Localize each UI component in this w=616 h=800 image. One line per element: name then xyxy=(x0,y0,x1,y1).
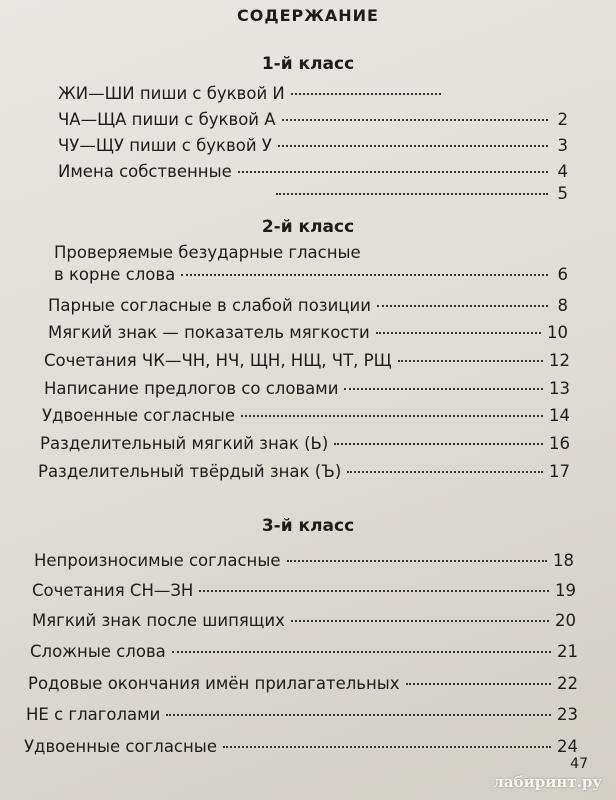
dot-leader xyxy=(287,560,548,562)
toc-entry-title: Написание предлогов со словами xyxy=(44,379,339,398)
section-heading-grade-3: 3-й класс xyxy=(261,516,355,536)
dot-leader xyxy=(398,360,543,362)
toc-entry xyxy=(54,242,568,286)
toc-entry-title: Имена собственные xyxy=(58,162,232,181)
dot-leader xyxy=(344,388,543,390)
dot-leader xyxy=(199,590,549,592)
page-title: СОДЕРЖАНИЕ xyxy=(237,6,379,25)
toc-entry-page: 6 xyxy=(557,265,568,284)
toc-entry-title-line-1: Проверяемые безударные гласные xyxy=(54,243,361,262)
toc-entry xyxy=(58,135,568,157)
toc-entry-page: 10 xyxy=(547,323,568,342)
dot-leader xyxy=(376,332,541,334)
toc-entry xyxy=(58,161,568,183)
dot-leader xyxy=(172,651,551,653)
toc-entry-page: 12 xyxy=(549,351,570,370)
dot-leader xyxy=(238,171,548,173)
dot-leader xyxy=(223,746,551,748)
toc-entry-title: ЧА—ЩА пиши с буквой А xyxy=(58,110,276,129)
toc-entry xyxy=(48,322,568,344)
toc-entry-title: Непроизносимые согласные xyxy=(34,551,281,570)
toc-entry xyxy=(32,580,576,602)
toc-entry-page: 8 xyxy=(557,296,568,315)
toc-entry-title: Удвоенные согласные xyxy=(42,406,235,425)
toc-entry-page: 23 xyxy=(557,705,578,724)
toc-entry-page: 24 xyxy=(557,737,578,756)
toc-entry-page: 19 xyxy=(555,581,576,600)
toc-entry-title: Мягкий знак после шипящих xyxy=(32,611,285,630)
toc-entry-title: Сочетания ЧК—ЧН, НЧ, ЩН, НЩ, ЧТ, РЩ xyxy=(44,351,392,370)
toc-entry-title: Сочетания СН—ЗН xyxy=(32,581,194,600)
toc-entry-title: Удвоенные согласные xyxy=(24,737,217,756)
dot-leader xyxy=(377,305,548,307)
dot-leader xyxy=(406,683,551,685)
toc-entry-title: Сложные слова xyxy=(30,642,166,661)
toc-entry-title: ЧУ—ЩУ пиши с буквой У xyxy=(58,136,272,155)
toc-entry-title: ЖИ—ШИ пиши с буквой И xyxy=(58,84,285,103)
toc-entry-page: 2 xyxy=(557,110,568,129)
toc-entry-title: НЕ с глаголами xyxy=(26,705,161,724)
toc-entry-page: 13 xyxy=(549,379,570,398)
dot-leader xyxy=(278,145,548,147)
toc-entry-page: 22 xyxy=(557,674,578,693)
toc-entry xyxy=(40,433,570,455)
section-heading-grade-1: 1-й класс xyxy=(261,54,355,74)
toc-entry-page: 3 xyxy=(557,136,568,155)
toc-entry-title: Мягкий знак — показатель мягкости xyxy=(48,323,370,342)
dot-leader xyxy=(181,274,548,276)
toc-entry xyxy=(48,295,568,317)
toc-entry xyxy=(30,641,578,663)
section-heading-grade-2: 2-й класс xyxy=(261,217,355,237)
dot-leader xyxy=(334,443,543,445)
toc-entry xyxy=(24,736,578,758)
toc-entry-page: 20 xyxy=(555,611,576,630)
toc-entry xyxy=(34,550,574,572)
dot-leader xyxy=(291,620,549,622)
toc-entry-title: Разделительный мягкий знак (Ь) xyxy=(40,434,329,453)
toc-entry xyxy=(32,610,576,632)
page-number: 47 xyxy=(570,756,588,772)
dot-leader xyxy=(166,714,551,716)
toc-entry xyxy=(28,673,578,695)
toc-entry xyxy=(38,461,570,483)
toc-entry-page: 17 xyxy=(549,462,570,481)
toc-entry-title: Парные согласные в слабой позиции xyxy=(48,296,371,315)
dot-leader xyxy=(291,93,441,95)
toc-entry-page: 14 xyxy=(549,406,570,425)
toc-entry xyxy=(42,405,570,427)
toc-entry-page: 21 xyxy=(557,642,578,661)
dot-leader xyxy=(241,415,543,417)
toc-entry-title: Разделительный твёрдый знак (Ъ) xyxy=(38,462,342,481)
dot-leader xyxy=(347,471,543,473)
watermark-logo: лабиринт.ру xyxy=(493,773,602,791)
toc-entry xyxy=(44,350,570,372)
toc-entry xyxy=(44,378,570,400)
toc-entry xyxy=(58,83,568,105)
toc-entry-page: 5 xyxy=(557,184,568,203)
toc-entry-title: в корне слова xyxy=(54,265,176,284)
toc-entry-page: 16 xyxy=(549,434,570,453)
toc-entry xyxy=(26,704,578,726)
toc-entry-title: Родовые окончания имён прилагательных xyxy=(28,674,400,693)
toc-entry xyxy=(58,183,568,205)
dot-leader xyxy=(276,193,548,195)
dot-leader xyxy=(282,119,548,121)
toc-entry-page: 4 xyxy=(557,162,568,181)
toc-entry-page: 18 xyxy=(553,551,574,570)
toc-entry xyxy=(58,109,568,131)
